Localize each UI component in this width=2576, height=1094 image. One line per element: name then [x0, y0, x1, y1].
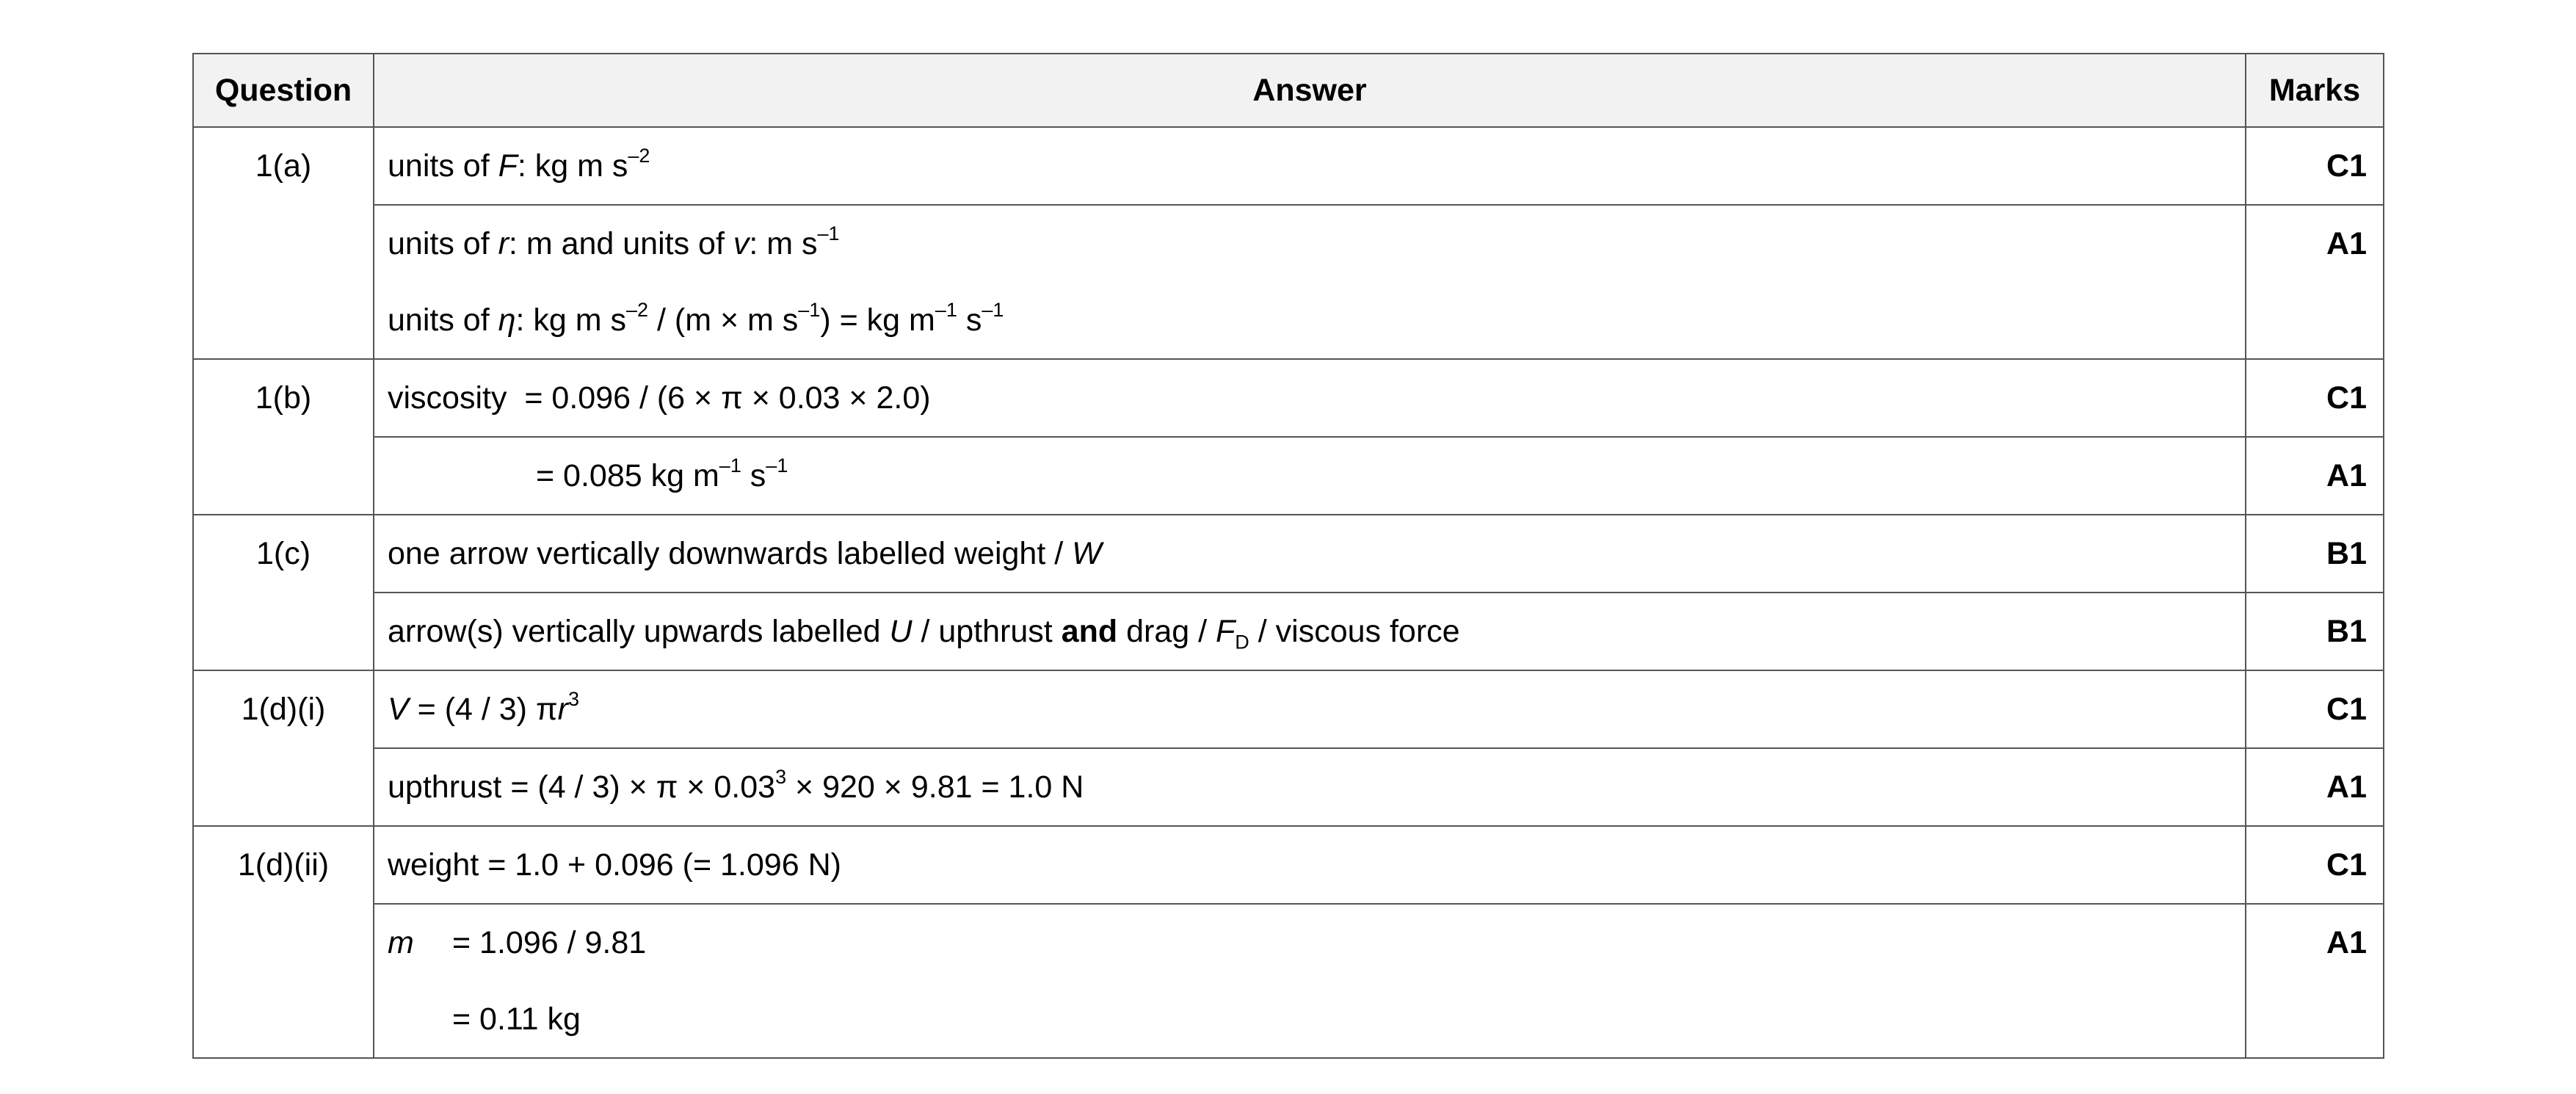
marks-cell: A1	[2246, 205, 2384, 359]
marks-cell: B1	[2246, 515, 2384, 593]
question-label: 1(d)(i)	[193, 670, 374, 826]
table-row	[193, 205, 2384, 359]
marks-cell: C1	[2246, 826, 2384, 904]
table-row	[193, 359, 2384, 437]
marks-cell: C1	[2246, 670, 2384, 748]
table-row	[193, 515, 2384, 593]
header-question: Question	[193, 54, 374, 127]
question-label: 1(b)	[193, 359, 374, 515]
marks-cell: A1	[2246, 748, 2384, 826]
answer-cell: upthrust = $(4 / 3) \times \pi \times 0.03^3 \times 920 \times 9.81 = 1.0$ N	[374, 748, 2246, 826]
marks-cell: C1	[2246, 359, 2384, 437]
question-label: 1(c)	[193, 515, 374, 670]
answer-cell: units of F: kg m $s^{-2}$	[374, 127, 2246, 205]
answer-cell: = 0.085 kg $m^{-1}$ $s^{-1}$	[374, 437, 2246, 515]
mark-scheme-table-container	[192, 53, 2384, 1059]
answer-cell: arrow(s) vertically upwards labelled U / upthrust and drag / $F_D$ / viscous force	[374, 593, 2246, 670]
table-row	[193, 670, 2384, 748]
marks-cell: B1	[2246, 593, 2384, 670]
header-marks: Marks	[2246, 54, 2384, 127]
table-row	[193, 437, 2384, 515]
table-row	[193, 127, 2384, 205]
table-row	[193, 826, 2384, 904]
answer-cell: viscosity = 0.096 / (6 × π × 0.03 × 2.0)	[374, 359, 2246, 437]
header-answer: Answer	[374, 54, 2246, 127]
answer-cell: weight = 1.0 + 0.096 (= 1.096 N)	[374, 826, 2246, 904]
table-row	[193, 904, 2384, 1058]
question-label: 1(d)(ii)	[193, 826, 374, 1058]
answer-cell: units of r: m and units of v: m $s^{-1}$ units of η: kg m $s^{-2} / (m \times m$ $s^{-1}$) = kg $m^{-1}$ $s^{-1}$	[374, 205, 2246, 359]
question-label: 1(a)	[193, 127, 374, 359]
answer-cell: m = 1.096 / 9.81 = 0.11 kg	[374, 904, 2246, 1058]
answer-cell: V = (4 / 3) $\pi r^3$	[374, 670, 2246, 748]
marks-cell: A1	[2246, 437, 2384, 515]
table-row	[193, 593, 2384, 670]
marks-cell: A1	[2246, 904, 2384, 1058]
table-row	[193, 748, 2384, 826]
marks-cell: C1	[2246, 127, 2384, 205]
header-row	[193, 54, 2384, 127]
answer-cell: one arrow vertically downwards labelled weight / W	[374, 515, 2246, 593]
mark-scheme-table	[192, 53, 2384, 1059]
